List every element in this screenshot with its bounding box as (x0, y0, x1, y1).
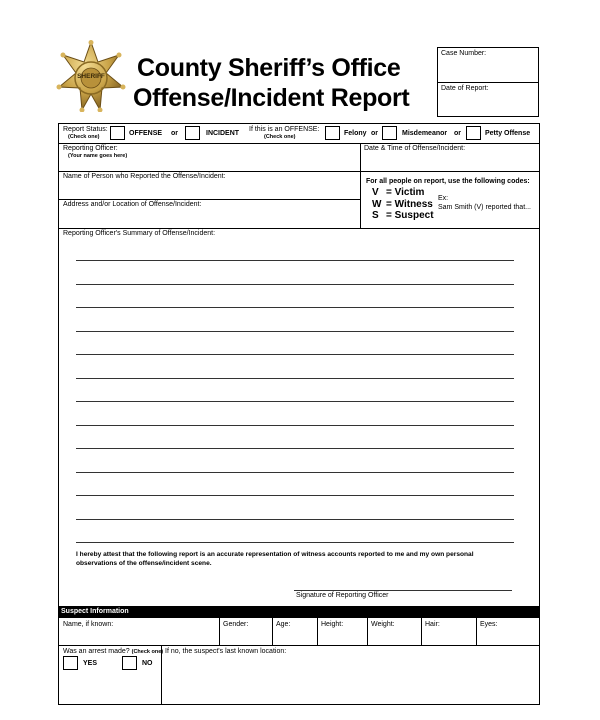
summary-writing-line (76, 425, 514, 426)
arrest-label: Was an arrest made? (Check one) (63, 648, 164, 655)
incident-label: INCIDENT (206, 130, 240, 137)
petty-offense-checkbox[interactable] (466, 126, 481, 140)
suspect-info-header: Suspect Information (58, 606, 540, 618)
summary-writing-line (76, 401, 514, 402)
reporting-officer-label: Reporting Officer: (63, 145, 118, 152)
summary-label: Reporting Officer's Summary of Offense/Incident: (63, 230, 216, 237)
summary-writing-line (76, 495, 514, 496)
summary-writing-line (76, 354, 514, 355)
suspect-name-field[interactable] (59, 619, 218, 644)
summary-writing-line (76, 448, 514, 449)
eyes-field[interactable] (477, 619, 539, 644)
check-one-note-2: (Check one) (264, 134, 296, 140)
example-label: Ex: (438, 195, 449, 202)
summary-writing-line (76, 331, 514, 332)
signature-line (294, 590, 512, 591)
hair-label: Hair: (425, 621, 440, 628)
misdemeanor-checkbox[interactable] (382, 126, 397, 140)
attest-line-1: I hereby attest that the following report is an accurate representation of witness accounts reported to me and my own personal (76, 551, 474, 558)
summary-writing-line (76, 472, 514, 473)
misdemeanor-label: Misdemeanor (402, 130, 448, 137)
weight-label: Weight: (371, 621, 395, 628)
felony-checkbox[interactable] (325, 126, 340, 140)
offense-label: OFFENSE (129, 130, 163, 137)
or-label-3: or (454, 130, 461, 137)
or-label-1: or (171, 130, 178, 137)
summary-writing-line (76, 378, 514, 379)
code-witness: W = Witness (372, 199, 433, 210)
height-label: Height: (321, 621, 344, 628)
case-number-label: Case Number: (441, 50, 487, 57)
last-known-field[interactable] (162, 646, 539, 704)
summary-writing-line (76, 307, 514, 308)
attest-line-2: observations of the offense/incident scene. (76, 560, 212, 567)
datetime-field[interactable] (361, 144, 539, 170)
signature-field[interactable] (294, 574, 512, 590)
no-label: NO (142, 660, 153, 667)
date-of-report-label: Date of Report: (441, 85, 489, 92)
age-label: Age: (276, 621, 291, 628)
case-number-field[interactable] (438, 60, 538, 81)
sheriff-badge-icon (55, 40, 127, 112)
if-offense-label: If this is an OFFENSE: (249, 126, 320, 133)
arrest-yes-checkbox[interactable] (63, 656, 78, 670)
yes-label: YES (83, 660, 98, 667)
incident-checkbox[interactable] (185, 126, 200, 140)
signature-label: Signature of Reporting Officer (296, 592, 389, 599)
codes-intro: For all people on report, use the following codes: (366, 178, 530, 185)
suspect-name-label: Name, if known: (63, 621, 114, 628)
check-one-note: (Check one) (68, 134, 100, 140)
last-known-label: If no, the suspect's last known location: (165, 648, 287, 655)
eyes-label: Eyes: (480, 621, 498, 628)
reporter-name-label: Name of Person who Reported the Offense/Incident: (63, 173, 226, 180)
reporting-officer-field[interactable] (59, 144, 359, 170)
code-victim: V = Victim (372, 187, 425, 198)
report-status-label: Report Status: (63, 126, 108, 133)
title-line-1: County Sheriff’s Office (137, 54, 401, 82)
gender-label: Gender: (223, 621, 249, 628)
datetime-label: Date & Time of Offense/Incident: (364, 145, 466, 152)
summary-writing-line (76, 284, 514, 285)
date-of-report-field[interactable] (438, 95, 538, 116)
arrest-no-checkbox[interactable] (122, 656, 137, 670)
address-field[interactable] (59, 200, 359, 227)
or-label-2: or (371, 130, 378, 137)
age-field[interactable] (273, 619, 316, 644)
address-label: Address and/or Location of Offense/Incident: (63, 201, 202, 208)
badge-label: SHERIFF (77, 73, 105, 80)
petty-offense-label: Petty Offense (485, 130, 531, 137)
summary-writing-line (76, 260, 514, 261)
title-line-2: Offense/Incident Report (133, 84, 410, 112)
felony-label: Felony (344, 130, 367, 137)
example-text: Sam Smith (V) reported that... (438, 204, 531, 211)
weight-field[interactable] (368, 619, 420, 644)
summary-writing-line (76, 542, 514, 543)
offense-checkbox[interactable] (110, 126, 125, 140)
height-field[interactable] (318, 619, 366, 644)
gender-field[interactable] (220, 619, 271, 644)
summary-field[interactable] (59, 229, 539, 549)
reporter-name-field[interactable] (59, 172, 359, 198)
code-suspect: S = Suspect (372, 210, 434, 221)
summary-writing-line (76, 519, 514, 520)
hair-field[interactable] (422, 619, 475, 644)
your-name-note: (Your name goes here) (68, 153, 128, 159)
